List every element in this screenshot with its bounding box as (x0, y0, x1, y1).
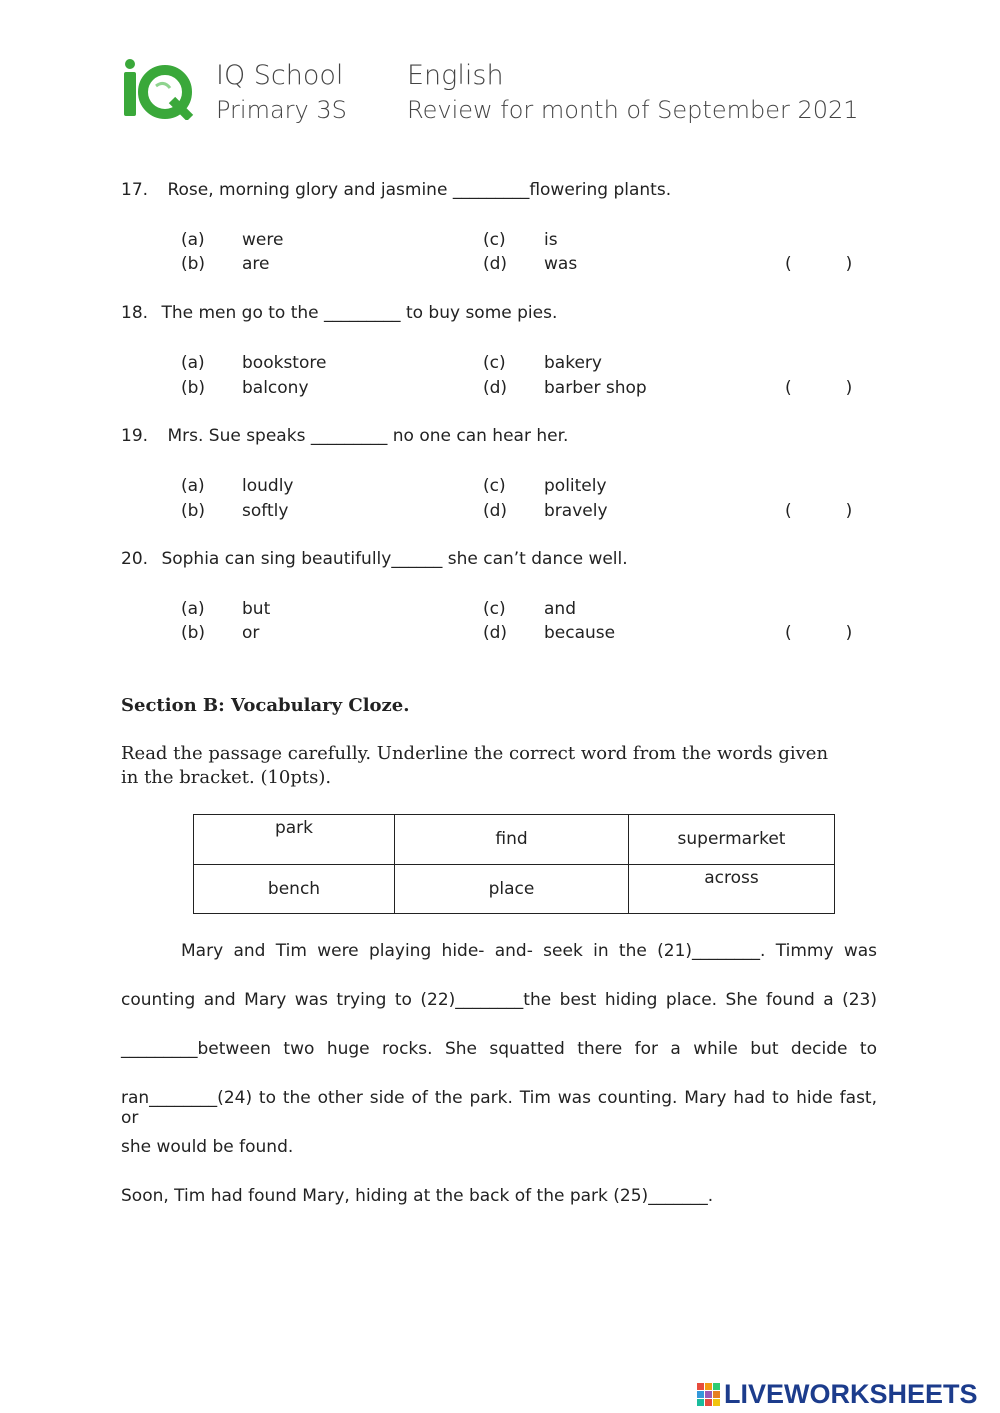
option-label: (a) (181, 476, 205, 496)
question-19 (121, 426, 568, 446)
option-label: (d) (483, 501, 508, 521)
section-b-title: Section B: Vocabulary Cloze. (121, 695, 410, 716)
option-label: (d) (483, 378, 508, 398)
option-label: (d) (483, 623, 508, 643)
question-number: 20. (121, 549, 149, 569)
brand-text: LIVEWORKSHEETS (724, 1379, 978, 1409)
word-box (193, 814, 835, 914)
option-text: barber shop (544, 378, 647, 398)
option-text: loudly (242, 476, 294, 496)
option-text: politely (544, 476, 607, 496)
option-text: and (544, 599, 576, 619)
option-label: (a) (181, 353, 205, 373)
word-cell: find (395, 815, 629, 865)
subject-title: English (407, 60, 504, 91)
option-label: (b) (181, 378, 206, 398)
option-text: bravely (544, 501, 608, 521)
school-name: IQ School (216, 60, 344, 91)
question-18 (121, 303, 557, 323)
option-label: (c) (483, 599, 506, 619)
option-text: because (544, 623, 616, 643)
answer-bracket[interactable]: ( ) (785, 254, 853, 274)
option-label: (d) (483, 254, 508, 274)
review-title: Review for month of September 2021 (407, 96, 859, 124)
option-text: softly (242, 501, 289, 521)
option-text: but (242, 599, 271, 619)
option-label: (b) (181, 623, 206, 643)
question-20 (121, 549, 628, 569)
answer-bracket[interactable]: ( ) (785, 501, 853, 521)
word-cell: park (194, 815, 395, 865)
word-cell: across (629, 864, 835, 914)
question-17 (121, 180, 671, 200)
section-b-instruction: Read the passage carefully. Underline the correct word from the words given in the bracket. (10pts). (121, 743, 829, 788)
passage-line: Soon, Tim had found Mary, hiding at the back of the park (25)_______. (121, 1186, 714, 1206)
option-label: (b) (181, 254, 206, 274)
option-label: (a) (181, 599, 205, 619)
question-text: Sophia can sing beautifully______ she can’t dance well. (161, 549, 628, 569)
question-number: 19. (121, 426, 149, 446)
option-label: (c) (483, 476, 506, 496)
word-cell: bench (194, 864, 395, 914)
word-cell: supermarket (629, 815, 835, 865)
question-text: Rose, morning glory and jasmine _________flowering plants. (167, 180, 672, 200)
passage-line: she would be found. (121, 1137, 294, 1157)
option-text: bookstore (242, 353, 327, 373)
grade-level: Primary 3S (216, 96, 347, 124)
option-text: are (242, 254, 270, 274)
option-text: balcony (242, 378, 309, 398)
passage-line: counting and Mary was trying to (22)________the best hiding place. She found a (23) (121, 990, 877, 1010)
liveworksheets-icon (697, 1383, 721, 1407)
answer-bracket[interactable]: ( ) (785, 623, 853, 643)
liveworksheets-logo (697, 1379, 978, 1410)
iq-logo-icon (120, 56, 194, 120)
option-label: (c) (483, 230, 506, 250)
option-text: was (544, 254, 578, 274)
option-label: (a) (181, 230, 205, 250)
passage-line: Mary and Tim were playing hide- and- seek in the (21)________. Timmy was (181, 941, 877, 961)
option-label: (b) (181, 501, 206, 521)
option-text: is (544, 230, 558, 250)
option-text: were (242, 230, 284, 250)
question-text: The men go to the _________ to buy some pies. (161, 303, 558, 323)
question-text: Mrs. Sue speaks _________ no one can hear her. (167, 426, 569, 446)
option-text: bakery (544, 353, 602, 373)
passage-line: _________between two huge rocks. She squatted there for a while but decide to (121, 1039, 877, 1059)
question-number: 18. (121, 303, 149, 323)
option-text: or (242, 623, 260, 643)
option-label: (c) (483, 353, 506, 373)
passage-line: ran________(24) to the other side of the park. Tim was counting. Mary had to hide fast, or (121, 1088, 877, 1128)
school-logo (120, 56, 194, 120)
question-number: 17. (121, 180, 149, 200)
word-cell: place (395, 864, 629, 914)
answer-bracket[interactable]: ( ) (785, 378, 853, 398)
